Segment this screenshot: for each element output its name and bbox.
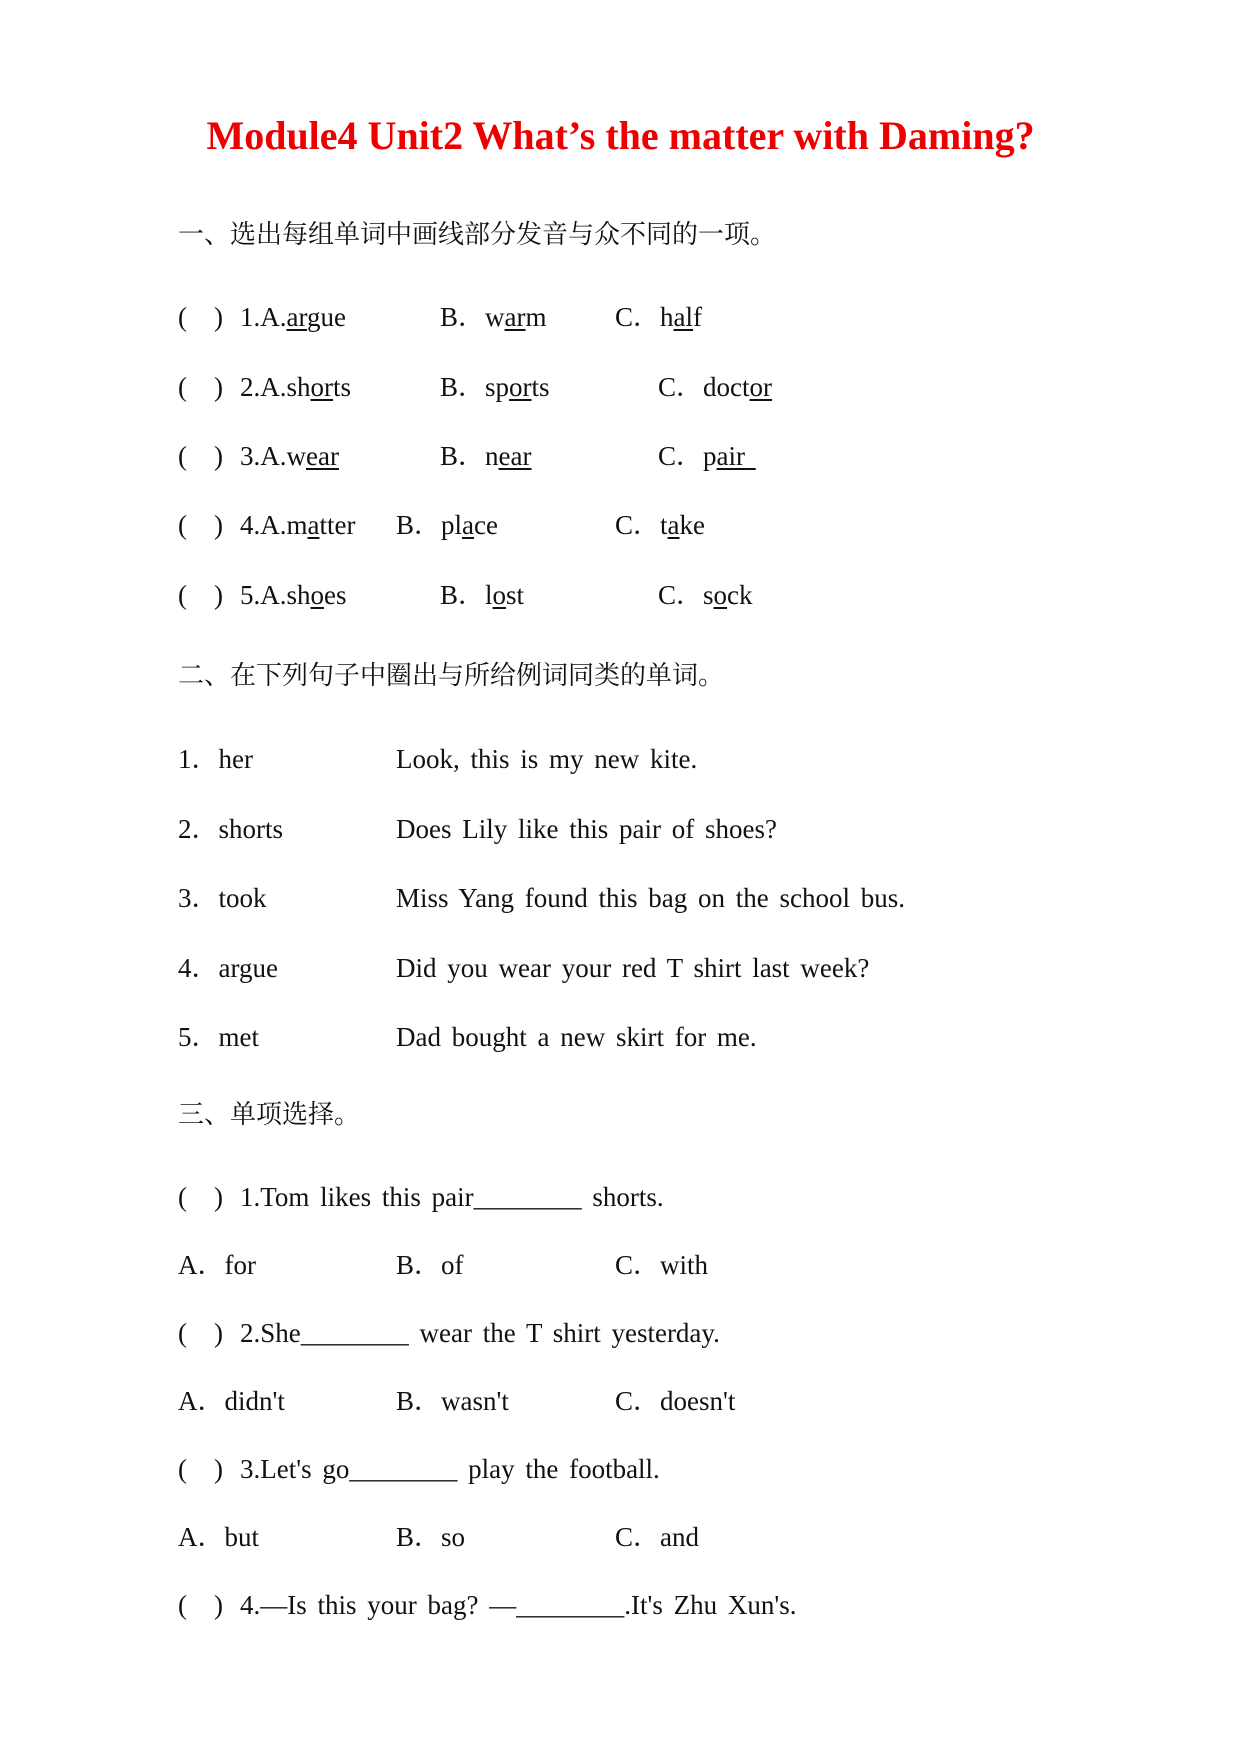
s1-q2-b-post: ts xyxy=(531,372,550,402)
s3-q3-option-c: C．and xyxy=(615,1522,699,1552)
s1-q2-c-pre: doct xyxy=(703,372,750,402)
s3-q4-stem xyxy=(240,1588,796,1622)
section1-heading: 一、选出每组单词中画线部分发音与众不同的一项。 xyxy=(178,220,777,250)
s1-q2-b-label: B． xyxy=(440,372,486,402)
s1-q4-b-underline: a xyxy=(462,510,475,540)
s1-q4-c-label: C． xyxy=(615,510,661,540)
s1-q1-c-post: f xyxy=(693,302,703,332)
s1-q3-option-c xyxy=(658,439,756,473)
s1-q2-c-underline: or xyxy=(749,372,773,402)
s1-q1-b-post: m xyxy=(525,302,547,332)
s3-q3-paren-close: ) xyxy=(214,1454,223,1484)
s3-q1-paren-close: ) xyxy=(214,1182,223,1212)
s1-q1-b-pre: w xyxy=(485,302,505,332)
s1-q5-paren-open: ( xyxy=(178,580,187,610)
s2-q1-sentence: Look, this is my new kite. xyxy=(396,744,698,774)
s1-q1-option-c xyxy=(615,300,702,334)
s1-q1-b-label: B． xyxy=(440,302,486,332)
s1-q2-c-label: C． xyxy=(658,372,704,402)
s1-q5-b-underline: o xyxy=(492,580,507,610)
s1-q2-paren-close: ) xyxy=(214,372,223,402)
s1-q3-a-pre: 3.A.w xyxy=(240,441,306,471)
s1-q5-b-label: B． xyxy=(440,580,486,610)
s3-q2-paren-open: ( xyxy=(178,1318,187,1348)
s1-q5-c-underline: o xyxy=(713,580,728,610)
s3-q3-stem xyxy=(240,1452,660,1486)
s1-q4-option-a xyxy=(240,508,355,542)
s3-q1-pre: 1.Tom likes this pair xyxy=(240,1182,474,1212)
s1-q3-c-pre: p xyxy=(703,441,717,471)
s1-q5-a-pre: 5.A.sh xyxy=(240,580,311,610)
s1-q1-paren-close: ) xyxy=(214,302,223,332)
s3-q1-option-c: C．with xyxy=(615,1250,709,1280)
s3-q3-option-a: A．but xyxy=(178,1522,259,1552)
s1-q2-b-underline: or xyxy=(509,372,532,402)
s3-q1-option-a: A．for xyxy=(178,1250,256,1280)
s1-q1-c-label: C． xyxy=(615,302,661,332)
s1-q4-c-post: ke xyxy=(679,510,705,540)
s3-q2-option-a: A．didn't xyxy=(178,1386,285,1416)
s1-q1-option-b xyxy=(440,300,547,334)
s1-q2-a-pre: 2.A.sh xyxy=(240,372,311,402)
s3-q3-option-b: B．so xyxy=(396,1522,466,1552)
s2-q3-word: 3．took xyxy=(178,883,267,913)
s1-q5-b-pre: l xyxy=(485,580,493,610)
s1-q2-paren-open: ( xyxy=(178,372,187,402)
s3-q3-pre: 3.Let's go xyxy=(240,1454,350,1484)
s1-q1-a-pre: 1.A. xyxy=(240,302,287,332)
s1-q5-a-post: es xyxy=(324,580,347,610)
s2-q5-sentence: Dad bought a new skirt for me. xyxy=(396,1022,757,1052)
s1-q1-a-underline: ar xyxy=(286,302,307,332)
s1-q4-a-pre: 4.A.m xyxy=(240,510,308,540)
s3-q1-stem xyxy=(240,1180,664,1214)
s1-q1-b-underline: ar xyxy=(504,302,526,332)
s1-q5-option-b xyxy=(440,578,524,612)
s1-q4-c-underline: a xyxy=(667,510,680,540)
s3-q4-pre: 4.—Is this your bag? — xyxy=(240,1590,517,1620)
s1-q5-c-label: C． xyxy=(658,580,704,610)
s1-q2-option-a xyxy=(240,370,351,404)
s1-q4-b-pre: pl xyxy=(441,510,463,540)
s2-q3-sentence: Miss Yang found this bag on the school bus. xyxy=(396,883,906,913)
s1-q5-a-underline: o xyxy=(310,580,325,610)
s1-q5-c-post: ck xyxy=(727,580,753,610)
s1-q2-a-underline: or xyxy=(310,372,334,402)
s1-q3-b-label: B． xyxy=(440,441,486,471)
s1-q4-b-post: ce xyxy=(474,510,498,540)
s3-q3-paren-open: ( xyxy=(178,1454,187,1484)
s1-q4-option-c xyxy=(615,508,705,542)
s3-q4-blank: ________ xyxy=(516,1590,625,1620)
s3-q2-blank: ________ xyxy=(300,1318,409,1348)
s1-q4-a-underline: a xyxy=(307,510,320,540)
s3-q2-stem xyxy=(240,1316,720,1350)
s3-q4-paren-open: ( xyxy=(178,1590,187,1620)
s2-q1-word: 1．her xyxy=(178,744,253,774)
s1-q4-paren-close: ) xyxy=(214,510,223,540)
s1-q2-b-pre: sp xyxy=(485,372,510,402)
s3-q2-paren-close: ) xyxy=(214,1318,223,1348)
s1-q5-paren-close: ) xyxy=(214,580,223,610)
s3-q2-post: wear the T shirt yesterday. xyxy=(408,1318,720,1348)
s3-q2-option-b: B．wasn't xyxy=(396,1386,509,1416)
s1-q4-b-label: B． xyxy=(396,510,442,540)
s1-q3-a-underline: ear xyxy=(306,441,339,471)
s2-q4-word: 4．argue xyxy=(178,953,278,983)
s1-q4-paren-open: ( xyxy=(178,510,187,540)
s3-q3-blank: ________ xyxy=(349,1454,458,1484)
s1-q1-c-pre: h xyxy=(660,302,674,332)
section2-heading: 二、在下列句子中圈出与所给例词同类的单词。 xyxy=(178,661,725,691)
s2-q4-sentence: Did you wear your red T shirt last week? xyxy=(396,953,870,983)
s1-q5-option-c xyxy=(658,578,753,612)
s1-q3-c-label: C． xyxy=(658,441,704,471)
s3-q1-post: shorts. xyxy=(581,1182,664,1212)
s3-q4-paren-close: ) xyxy=(214,1590,223,1620)
s1-q2-a-post: ts xyxy=(333,372,352,402)
s1-q5-c-pre: s xyxy=(703,580,714,610)
s2-q5-word: 5．met xyxy=(178,1022,259,1052)
s1-q1-a-post: gue xyxy=(307,302,346,332)
page-title: Module4 Unit2 What’s the matter with Daming? xyxy=(206,113,1035,158)
s1-q1-option-a xyxy=(240,300,346,334)
s1-q3-b-underline: ear xyxy=(498,441,532,471)
s3-q4-post: .It's Zhu Xun's. xyxy=(624,1590,797,1620)
s1-q3-c-underline: air xyxy=(716,441,756,471)
s1-q3-b-pre: n xyxy=(485,441,499,471)
s1-q2-option-b xyxy=(440,370,550,404)
s1-q5-option-a xyxy=(240,578,347,612)
s1-q4-option-b xyxy=(396,508,498,542)
s2-q2-sentence: Does Lily like this pair of shoes? xyxy=(396,814,777,844)
s1-q1-paren-open: ( xyxy=(178,302,187,332)
s1-q4-c-pre: t xyxy=(660,510,668,540)
s1-q3-option-a xyxy=(240,439,339,473)
s3-q2-option-c: C．doesn't xyxy=(615,1386,736,1416)
s3-q3-post: play the football. xyxy=(457,1454,660,1484)
s3-q1-paren-open: ( xyxy=(178,1182,187,1212)
section3-heading: 三、单项选择。 xyxy=(178,1100,361,1130)
s1-q5-b-post: st xyxy=(506,580,525,610)
s1-q1-c-underline: al xyxy=(673,302,694,332)
s2-q2-word: 2．shorts xyxy=(178,814,284,844)
s1-q2-option-c xyxy=(658,370,772,404)
s1-q4-a-post: tter xyxy=(319,510,356,540)
s1-q3-paren-close: ) xyxy=(214,441,223,471)
s3-q1-option-b: B．of xyxy=(396,1250,464,1280)
s1-q3-option-b xyxy=(440,439,531,473)
s3-q1-blank: ________ xyxy=(473,1182,582,1212)
s1-q3-paren-open: ( xyxy=(178,441,187,471)
s3-q2-pre: 2.She xyxy=(240,1318,301,1348)
